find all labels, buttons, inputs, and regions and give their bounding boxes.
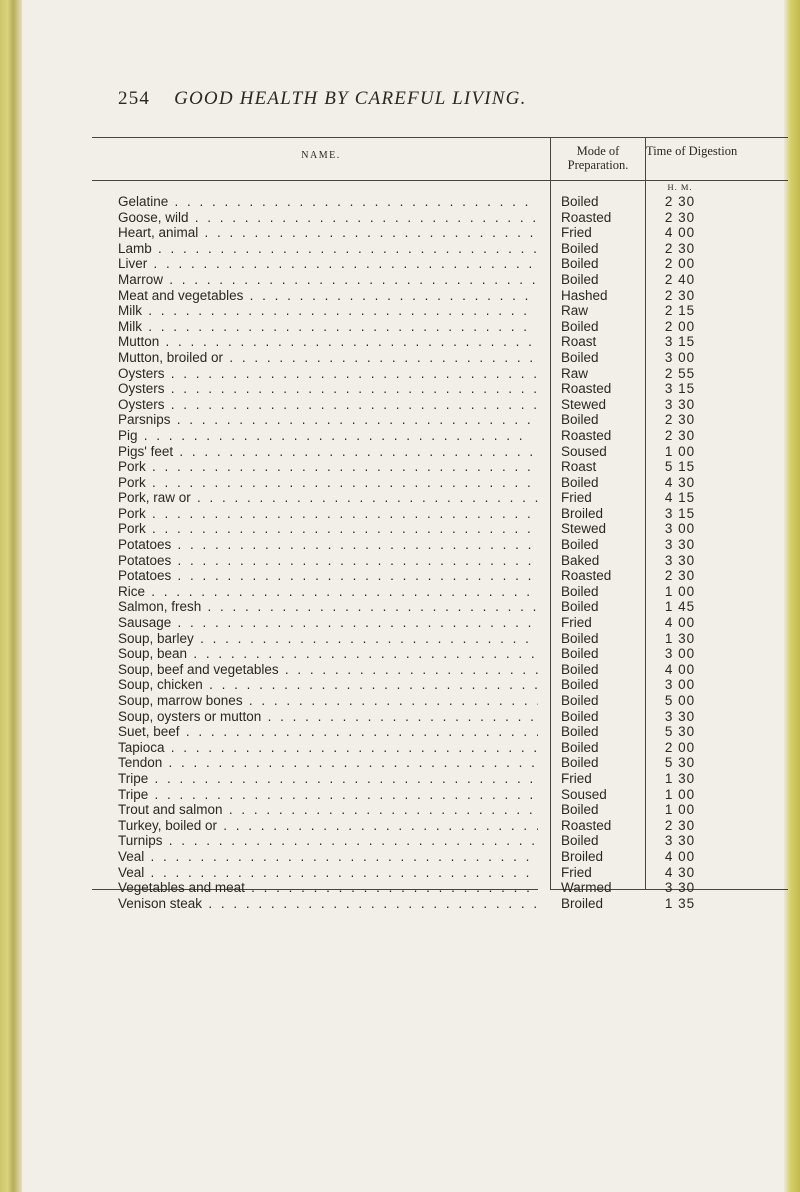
preparation-mode: Warmed [561, 880, 612, 896]
food-name: Tripe . . [118, 787, 538, 803]
table-row [0, 849, 800, 865]
food-name: Soup, beef and vegetables . . [118, 662, 538, 678]
preparation-mode: Boiled [561, 739, 599, 755]
digestion-time: 1 35 [664, 895, 696, 911]
preparation-mode: Hashed [561, 287, 608, 303]
header-time: Time of Digestion [646, 144, 738, 158]
table-row [0, 319, 800, 335]
preparation-mode: Boiled [561, 708, 599, 724]
table-row [0, 397, 800, 413]
food-name: Gelatine . . [118, 194, 538, 210]
preparation-mode: Boiled [561, 755, 599, 771]
food-name: Pork . . [118, 475, 538, 491]
table-row [0, 833, 800, 849]
food-name: Pig . . [118, 428, 538, 444]
table-row [0, 896, 800, 912]
digestion-time: 2 40 [664, 271, 696, 287]
food-name: Lamb . . [118, 241, 538, 257]
table-row [0, 693, 800, 709]
table-row [0, 506, 800, 522]
preparation-mode: Stewed [561, 521, 607, 537]
food-name: Oysters . . [118, 381, 538, 397]
page-title: GOOD HEALTH BY CAREFUL LIVING. [174, 88, 527, 109]
table-row [0, 802, 800, 818]
food-name: Potatoes . . [118, 568, 538, 584]
preparation-mode: Boiled [561, 630, 599, 646]
food-name: Marrow . . [118, 272, 538, 288]
preparation-mode: Stewed [561, 396, 607, 412]
table-row [0, 241, 800, 257]
digestion-time: 2 00 [664, 256, 696, 272]
food-name: Parsnips . . [118, 412, 538, 428]
food-name: Soup, marrow bones . . [118, 693, 538, 709]
table-row [0, 256, 800, 272]
table-row [0, 755, 800, 771]
digestion-time: 2 30 [664, 240, 696, 256]
table-row [0, 646, 800, 662]
table-row [0, 553, 800, 569]
table-row [0, 880, 800, 896]
digestion-time: 3 15 [664, 505, 696, 521]
food-name: Goose, wild . . [118, 210, 538, 226]
food-name: Soup, chicken . . [118, 677, 538, 693]
food-name: Oysters . . [118, 397, 538, 413]
digestion-time: 1 30 [664, 770, 696, 786]
table-row [0, 771, 800, 787]
digestion-time: 4 00 [664, 225, 696, 241]
table-row [0, 272, 800, 288]
food-name: Turnips . . [118, 833, 538, 849]
time-units-label: H. M. [667, 182, 693, 192]
digestion-time: 2 15 [664, 303, 696, 319]
table-row [0, 662, 800, 678]
table-row [0, 521, 800, 537]
digestion-time: 3 30 [664, 833, 696, 849]
digestion-time: 3 00 [664, 521, 696, 537]
header-name: NAME. [301, 150, 341, 161]
food-name: Tendon . . [118, 755, 538, 771]
preparation-mode: Boiled [561, 240, 599, 256]
food-name: Suet, beef . . [118, 724, 538, 740]
table-row [0, 724, 800, 740]
preparation-mode: Boiled [561, 599, 599, 615]
preparation-mode: Fried [561, 864, 592, 880]
food-name: Pork . . [118, 521, 538, 537]
preparation-mode: Raw [561, 303, 589, 319]
table-row [0, 225, 800, 241]
table-row [0, 459, 800, 475]
table-row [0, 615, 800, 631]
digestion-time: 2 00 [664, 739, 696, 755]
table-row [0, 210, 800, 226]
table-row [0, 194, 800, 210]
food-name: Meat and vegetables . . [118, 288, 538, 304]
table-row [0, 475, 800, 491]
table-row [0, 787, 800, 803]
digestion-time: 2 30 [664, 412, 696, 428]
preparation-mode: Fried [561, 225, 592, 241]
table-row [0, 709, 800, 725]
preparation-mode: Boiled [561, 833, 599, 849]
food-name: Tripe . . [118, 771, 538, 787]
digestion-time: 5 00 [664, 693, 696, 708]
table-row [0, 412, 800, 428]
food-name: Soup, bean . . [118, 646, 538, 662]
table-row [0, 865, 800, 881]
food-name: Tapioca . . [118, 740, 538, 756]
preparation-mode: Roasted [561, 209, 612, 225]
preparation-mode: Broiled [561, 848, 604, 864]
preparation-mode: Boiled [561, 693, 599, 708]
food-name: Pigs' feet . . [118, 444, 538, 460]
page-number: 254 [118, 88, 151, 109]
table-row [0, 490, 800, 506]
digestion-time: 3 00 [664, 349, 696, 365]
table-body [0, 194, 800, 911]
digestion-time: 5 30 [664, 724, 696, 740]
food-name: Rice . . [118, 584, 538, 600]
preparation-mode: Fried [561, 615, 592, 631]
table-row [0, 537, 800, 553]
digestion-time: 4 00 [664, 848, 696, 864]
preparation-mode: Roasted [561, 817, 612, 833]
preparation-mode: Roast [561, 334, 597, 350]
food-name: Pork . . [118, 459, 538, 475]
digestion-time: 2 30 [664, 287, 696, 303]
preparation-mode: Boiled [561, 802, 599, 818]
preparation-mode: Roasted [561, 381, 612, 397]
food-name: Veal . . [118, 865, 538, 881]
digestion-time: 2 30 [664, 194, 696, 209]
digestion-time: 1 00 [664, 802, 696, 818]
table-row [0, 381, 800, 397]
food-name: Veal . . [118, 849, 538, 865]
table-top-rule [92, 137, 788, 138]
digestion-time: 4 30 [664, 474, 696, 490]
food-name: Soup, oysters or mutton . . [118, 709, 538, 725]
table-row [0, 599, 800, 615]
digestion-time: 3 15 [664, 381, 696, 397]
table-row [0, 428, 800, 444]
table-row [0, 677, 800, 693]
preparation-mode: Soused [561, 443, 607, 459]
food-name: Venison steak . . [118, 896, 538, 912]
preparation-mode: Boiled [561, 318, 599, 334]
preparation-mode: Boiled [561, 537, 599, 553]
digestion-time: 2 30 [664, 209, 696, 225]
preparation-mode: Boiled [561, 271, 599, 287]
food-name: Pork, raw or . . [118, 490, 538, 506]
table-row [0, 584, 800, 600]
table-row [0, 444, 800, 460]
preparation-mode: Boiled [561, 724, 599, 740]
digestion-time: 3 00 [664, 677, 696, 693]
food-name: Milk . . [118, 319, 538, 335]
food-name: Turkey, boiled or . . [118, 818, 538, 834]
digestion-time: 5 30 [664, 755, 696, 771]
food-name: Liver . . [118, 256, 538, 272]
food-name: Trout and salmon . . [118, 802, 538, 818]
preparation-mode: Roasted [561, 427, 612, 443]
digestion-time: 4 15 [664, 490, 696, 506]
digestion-time: 3 30 [664, 537, 696, 553]
digestion-time: 5 15 [664, 459, 696, 475]
food-name: Salmon, fresh . . [118, 599, 538, 615]
food-name: Potatoes . . [118, 537, 538, 553]
preparation-mode: Broiled [561, 895, 604, 911]
preparation-mode: Soused [561, 786, 607, 802]
food-name: Potatoes . . [118, 553, 538, 569]
digestion-time: 1 00 [664, 443, 696, 459]
preparation-mode: Raw [561, 365, 589, 381]
preparation-mode: Boiled [561, 349, 599, 365]
table-row [0, 303, 800, 319]
food-name: Pork . . [118, 506, 538, 522]
digestion-time: 3 30 [664, 708, 696, 724]
preparation-mode: Boiled [561, 194, 599, 209]
preparation-mode: Boiled [561, 677, 599, 693]
digestion-time: 3 00 [664, 646, 696, 662]
table-row [0, 334, 800, 350]
food-name: Vegetables and meat . . [118, 880, 538, 896]
table-row [0, 740, 800, 756]
digestion-time: 2 55 [664, 365, 696, 381]
table-row [0, 631, 800, 647]
preparation-mode: Boiled [561, 646, 599, 662]
preparation-mode: Roasted [561, 568, 612, 584]
preparation-mode: Boiled [561, 583, 599, 599]
table-row [0, 818, 800, 834]
food-name: Heart, animal . . [118, 225, 538, 241]
digestion-time: 2 30 [664, 817, 696, 833]
digestion-time: 3 30 [664, 396, 696, 412]
food-name: Mutton . . [118, 334, 538, 350]
preparation-mode: Broiled [561, 505, 604, 521]
food-name: Sausage . . [118, 615, 538, 631]
header-mode: Mode of Preparation. [567, 144, 629, 172]
digestion-time: 3 30 [664, 880, 696, 896]
preparation-mode: Roast [561, 459, 597, 475]
digestion-time: 1 30 [664, 630, 696, 646]
digestion-time: 1 00 [664, 583, 696, 599]
preparation-mode: Boiled [561, 412, 599, 428]
table-header-rule [92, 180, 788, 181]
preparation-mode: Baked [561, 552, 600, 568]
food-name: Mutton, broiled or . . [118, 350, 538, 366]
digestion-time: 4 00 [664, 615, 696, 631]
digestion-time: 2 00 [664, 318, 696, 334]
preparation-mode: Boiled [561, 661, 599, 677]
preparation-mode: Fried [561, 490, 592, 506]
digestion-time: 4 30 [664, 864, 696, 880]
food-name: Soup, barley . . [118, 631, 538, 647]
digestion-time: 3 30 [664, 552, 696, 568]
preparation-mode: Boiled [561, 256, 599, 272]
preparation-mode: Boiled [561, 474, 599, 490]
digestion-time: 2 30 [664, 427, 696, 443]
digestion-time: 4 00 [664, 661, 696, 677]
preparation-mode: Fried [561, 770, 592, 786]
digestion-time: 3 15 [664, 334, 696, 350]
table-row [0, 568, 800, 584]
digestion-time: 2 30 [664, 568, 696, 584]
digestion-time: 1 00 [664, 786, 696, 802]
running-head [118, 88, 678, 110]
table-row [0, 366, 800, 382]
table-row [0, 350, 800, 366]
food-name: Oysters . . [118, 366, 538, 382]
food-name: Milk . . [118, 303, 538, 319]
table-row [0, 288, 800, 304]
digestion-time: 1 45 [664, 599, 696, 615]
